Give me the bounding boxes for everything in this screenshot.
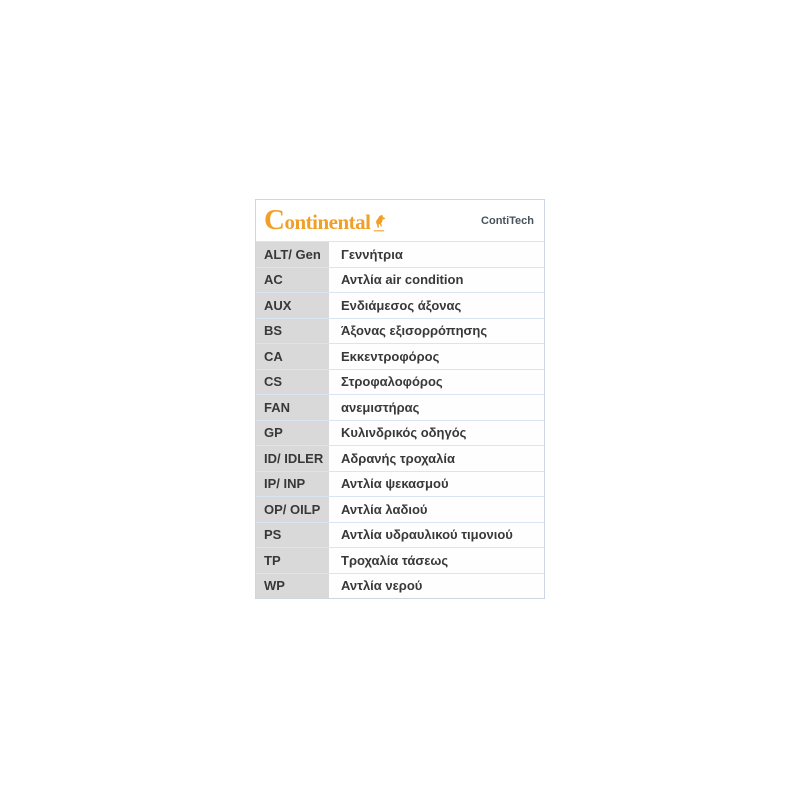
abbrev-cell: FAN [256, 395, 331, 420]
abbrev-cell: AUX [256, 293, 331, 318]
term-cell: Αντλία ψεκασμού [331, 472, 544, 497]
table-row [256, 394, 544, 420]
table-row [256, 547, 544, 573]
abbrev-cell: BS [256, 319, 331, 344]
abbrev-cell: GP [256, 421, 331, 446]
term-cell: Αντλία λαδιού [331, 497, 544, 522]
table-row [256, 267, 544, 293]
table-row [256, 343, 544, 369]
table-row [256, 318, 544, 344]
table-row [256, 420, 544, 446]
table-row [256, 496, 544, 522]
abbreviation-legend-card [255, 199, 545, 599]
table-row [256, 242, 544, 267]
table-row [256, 522, 544, 548]
abbrev-cell: CS [256, 370, 331, 395]
term-cell: Αντλία air condition [331, 268, 544, 293]
term-cell: ανεμιστήρας [331, 395, 544, 420]
abbrev-cell: PS [256, 523, 331, 548]
abbrev-cell: ALT/ Gen [256, 242, 331, 267]
table-row [256, 445, 544, 471]
abbrev-cell: WP [256, 574, 331, 599]
abbrev-cell: TP [256, 548, 331, 573]
table-row [256, 369, 544, 395]
abbrev-cell: AC [256, 268, 331, 293]
term-cell: Αδρανής τροχαλία [331, 446, 544, 471]
term-cell: Αντλία νερού [331, 574, 544, 599]
term-cell: Ενδιάμεσος άξονας [331, 293, 544, 318]
term-cell: Γεννήτρια [331, 242, 544, 267]
term-cell: Εκκεντροφόρος [331, 344, 544, 369]
abbreviation-table [256, 242, 544, 598]
table-row [256, 573, 544, 599]
table-row [256, 292, 544, 318]
continental-logo [264, 203, 387, 236]
term-cell: Άξονας εξισορρόπησης [331, 319, 544, 344]
abbrev-cell: CA [256, 344, 331, 369]
abbrev-cell: OP/ OILP [256, 497, 331, 522]
continental-wordmark: Continental [264, 203, 371, 236]
table-row [256, 471, 544, 497]
abbrev-cell: IP/ INP [256, 472, 331, 497]
term-cell: Στροφαλοφόρος [331, 370, 544, 395]
brand-header [256, 200, 544, 242]
term-cell: Αντλία υδραυλικού τιμονιού [331, 523, 544, 548]
contitech-label: ContiTech [481, 214, 534, 227]
term-cell: Κυλινδρικός οδηγός [331, 421, 544, 446]
abbrev-cell: ID/ IDLER [256, 446, 331, 471]
term-cell: Τροχαλία τάσεως [331, 548, 544, 573]
rearing-horse-icon [373, 214, 387, 232]
